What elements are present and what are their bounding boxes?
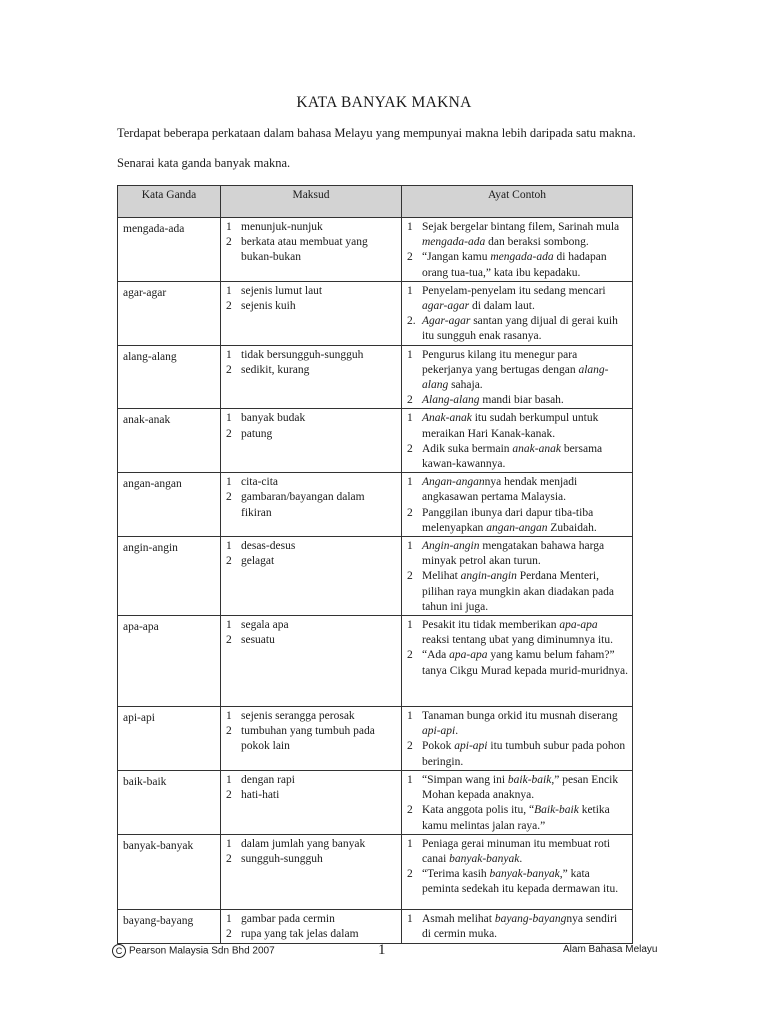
example-number: 1 xyxy=(407,540,413,553)
meaning-number: 1 xyxy=(226,710,232,723)
example-number: 2 xyxy=(407,394,413,407)
meaning-number: 2 xyxy=(226,236,232,249)
meaning-text: sejenis kuih xyxy=(241,300,296,313)
meaning-text: patung xyxy=(241,427,273,440)
meaning-item xyxy=(226,852,397,867)
meaning-number: 2 xyxy=(226,725,232,738)
example-text: Pokok api-api itu tumbuh subur pada pohon beringin. xyxy=(422,740,626,768)
meaning-number: 1 xyxy=(226,348,232,361)
example-number: 1 xyxy=(407,348,413,361)
example-item xyxy=(407,618,628,648)
table-caption: Senarai kata ganda banyak makna. xyxy=(117,156,291,170)
kata-ganda-cell: apa-apa xyxy=(118,616,221,707)
example-cell xyxy=(402,409,633,473)
meaning-text: rupa yang tak jelas dalam xyxy=(241,927,359,940)
example-cell xyxy=(402,281,633,345)
table-header-row xyxy=(118,186,633,218)
example-item xyxy=(407,912,628,942)
meaning-number: 2 xyxy=(226,789,232,802)
meaning-item xyxy=(226,618,397,633)
example-text: Agar-agar santan yang dijual di gerai kuih itu sungguh enak rasanya. xyxy=(422,315,618,343)
example-number: 1 xyxy=(407,837,413,850)
example-number: 1 xyxy=(407,221,413,233)
meaning-text: banyak budak xyxy=(241,412,306,425)
meaning-item xyxy=(226,284,397,299)
meaning-text: segala apa xyxy=(241,619,289,632)
example-cell xyxy=(402,537,633,616)
meaning-item xyxy=(226,475,397,490)
meaning-text: sedikit, kurang xyxy=(241,363,310,376)
example-number: 1 xyxy=(407,284,413,297)
meaning-number: 2 xyxy=(226,852,232,865)
meaning-text: gambaran/bayangan dalam fikiran xyxy=(241,491,365,519)
meaning-text: sungguh-sungguh xyxy=(241,852,323,865)
example-text: Alang-alang mandi biar basah. xyxy=(422,394,564,407)
example-text: “Simpan wang ini baik-baik,” pesan Encik Mohan kepada anaknya. xyxy=(422,773,619,802)
meaning-number: 1 xyxy=(226,837,232,850)
example-text: Melihat angin-angin Perdana Menteri, pilihan raya mungkin akan diadakan pada tahun ini juga. xyxy=(422,570,614,613)
example-item xyxy=(407,648,628,678)
example-number: 1 xyxy=(407,619,413,632)
meaning-item xyxy=(226,363,397,378)
meaning-item xyxy=(226,235,397,265)
example-cell xyxy=(402,345,633,409)
meaning-item xyxy=(226,554,397,569)
meaning-item xyxy=(226,927,397,942)
meaning-item xyxy=(226,490,397,520)
example-cell xyxy=(402,707,633,771)
kata-ganda-cell: alang-alang xyxy=(118,345,221,409)
meaning-number: 2 xyxy=(226,634,232,647)
table-row xyxy=(118,909,633,943)
meaning-text: dengan rapi xyxy=(241,773,295,786)
copyright-text: Pearson Malaysia Sdn Bhd 2007 xyxy=(129,945,275,957)
meaning-number: 1 xyxy=(226,619,232,632)
meaning-number: 1 xyxy=(226,912,232,925)
example-number: 2 xyxy=(407,506,413,519)
table-row xyxy=(118,770,633,834)
example-number: 2 xyxy=(407,868,413,881)
example-number: 2 xyxy=(407,740,413,753)
example-text: Adik suka bermain anak-anak bersama kawan-kawannya. xyxy=(422,442,603,471)
maksud-cell xyxy=(221,909,402,943)
table-row xyxy=(118,834,633,909)
meaning-number: 1 xyxy=(226,284,232,297)
page-number: 1 xyxy=(378,942,386,958)
example-item xyxy=(407,393,628,408)
page-title: KATA BANYAK MAKNA xyxy=(296,94,472,111)
meaning-text: gambar pada cermin xyxy=(241,912,335,925)
meaning-text: tidak bersungguh-sungguh xyxy=(241,348,364,361)
example-number: 1 xyxy=(407,710,413,723)
meaning-item xyxy=(226,299,397,314)
example-number: 1 xyxy=(407,912,413,925)
meaning-item xyxy=(226,427,397,442)
example-cell xyxy=(402,218,633,282)
meaning-item xyxy=(226,709,397,724)
maksud-cell xyxy=(221,834,402,909)
maksud-cell xyxy=(221,770,402,834)
kata-ganda-cell: angin-angin xyxy=(118,537,221,616)
example-cell xyxy=(402,770,633,834)
example-text: Panggilan ibunya dari dapur tiba-tiba melenyapkan angan-angan Zubaidah. xyxy=(422,506,597,534)
meaning-number: 1 xyxy=(226,540,232,553)
example-text: Kata anggota polis itu, “Baik-baik ketika kamu melintas jalan raya.” xyxy=(422,804,610,832)
series-name: Alam Bahasa Melayu xyxy=(563,944,658,955)
example-item xyxy=(407,709,628,739)
meaning-item xyxy=(226,788,397,803)
meaning-number: 2 xyxy=(226,427,232,440)
kata-ganda-cell: api-api xyxy=(118,707,221,771)
meaning-number: 1 xyxy=(226,476,232,489)
header-maksud: Maksud xyxy=(221,186,402,218)
example-text: Anak-anak itu sudah berkumpul untuk meraikan Hari Kanak-kanak. xyxy=(422,412,599,440)
example-item xyxy=(407,539,628,569)
example-text: “Jangan kamu mengada-ada di hadapan orang tua-tua,” kata ibu kepadaku. xyxy=(422,251,607,279)
example-item xyxy=(407,867,628,897)
example-text: Tanaman bunga orkid itu musnah diserang api-api. xyxy=(422,710,618,738)
example-item xyxy=(407,220,628,250)
meaning-text: tumbuhan yang tumbuh pada pokok lain xyxy=(241,725,375,753)
meaning-number: 1 xyxy=(226,773,232,786)
kata-ganda-cell: anak-anak xyxy=(118,409,221,473)
example-text: Pesakit itu tidak memberikan apa-apa reaksi tentang ubat yang diminumnya itu. xyxy=(422,619,613,647)
meaning-item xyxy=(226,724,397,754)
maksud-cell xyxy=(221,473,402,537)
meaning-item xyxy=(226,220,397,235)
example-number: 2 xyxy=(407,649,413,662)
meaning-number: 1 xyxy=(226,412,232,425)
header-ayat-contoh: Ayat Contoh xyxy=(402,186,633,218)
meaning-item xyxy=(226,411,397,426)
table-row xyxy=(118,281,633,345)
example-item xyxy=(407,803,628,833)
example-text: Angin-angin mengatakan bahawa harga minyak petrol akan turun. xyxy=(422,540,605,568)
example-number: 1 xyxy=(407,773,413,786)
maksud-cell xyxy=(221,616,402,707)
example-number: 1 xyxy=(407,412,413,425)
table-row xyxy=(118,473,633,537)
kata-ganda-cell: angan-angan xyxy=(118,473,221,537)
meaning-text: gelagat xyxy=(241,555,275,568)
table-row xyxy=(118,616,633,707)
table-body xyxy=(118,218,633,944)
copyright-icon: C xyxy=(112,944,126,958)
meaning-item xyxy=(226,539,397,554)
example-item xyxy=(407,411,628,441)
kata-ganda-cell: bayang-bayang xyxy=(118,909,221,943)
table-row xyxy=(118,345,633,409)
maksud-cell xyxy=(221,537,402,616)
kata-ganda-cell: mengada-ada xyxy=(118,218,221,282)
example-item xyxy=(407,348,628,394)
example-text: Penyelam-penyelam itu sedang mencari agar-agar di dalam laut. xyxy=(422,284,606,313)
table-row xyxy=(118,707,633,771)
example-cell xyxy=(402,909,633,943)
example-item xyxy=(407,284,628,314)
kata-ganda-cell: baik-baik xyxy=(118,770,221,834)
maksud-cell xyxy=(221,218,402,282)
maksud-cell xyxy=(221,707,402,771)
meaning-number: 2 xyxy=(226,555,232,568)
meaning-text: sejenis lumut laut xyxy=(241,284,323,297)
maksud-cell xyxy=(221,409,402,473)
meaning-item xyxy=(226,837,397,852)
example-item xyxy=(407,250,628,280)
example-item xyxy=(407,837,628,867)
meaning-item xyxy=(226,773,397,788)
meaning-text: menunjuk-nunjuk xyxy=(241,221,323,233)
meaning-text: sejenis serangga perosak xyxy=(241,710,355,723)
example-item xyxy=(407,506,628,536)
meaning-number: 2 xyxy=(226,927,232,940)
example-text: Angan-angannya hendak menjadi angkasawan pertama Malaysia. xyxy=(422,476,578,504)
example-number: 2 xyxy=(407,570,413,583)
meaning-number: 2 xyxy=(226,491,232,504)
intro-paragraph: Terdapat beberapa perkataan dalam bahasa Melayu yang mempunyai makna lebih daripada satu makna. xyxy=(117,126,636,140)
meaning-text: hati-hati xyxy=(241,789,280,802)
kata-ganda-table xyxy=(117,185,633,944)
meaning-number: 2 xyxy=(226,363,232,376)
table-row xyxy=(118,537,633,616)
meaning-text: dalam jumlah yang banyak xyxy=(241,837,366,850)
example-text: “Terima kasih banyak-banyak,” kata peminta sedekah itu kepada dermawan itu. xyxy=(422,868,619,896)
example-item xyxy=(407,475,628,505)
example-item xyxy=(407,569,628,615)
example-number: 1 xyxy=(407,476,413,489)
example-text: Asmah melihat bayang-bayangnya sendiri di cermin muka. xyxy=(422,912,618,940)
example-text: Sejak bergelar bintang filem, Sarinah mula mengada-ada dan beraksi sombong. xyxy=(422,221,620,249)
meaning-item xyxy=(226,912,397,927)
example-text: “Ada apa-apa yang kamu belum faham?” tanya Cikgu Murad kepada murid-muridnya. xyxy=(422,649,628,677)
header-kata-ganda: Kata Ganda xyxy=(118,186,221,218)
example-text: Pengurus kilang itu menegur para pekerjanya yang bertugas dengan alang-alang sahaja. xyxy=(422,348,609,392)
meaning-text: cita-cita xyxy=(241,476,279,489)
kata-ganda-cell: agar-agar xyxy=(118,281,221,345)
kata-ganda-cell: banyak-banyak xyxy=(118,834,221,909)
meaning-item xyxy=(226,633,397,648)
example-item xyxy=(407,739,628,769)
meaning-number: 2 xyxy=(226,300,232,313)
meaning-text: desas-desus xyxy=(241,540,296,553)
copyright-notice xyxy=(112,944,275,958)
example-cell xyxy=(402,473,633,537)
meaning-item xyxy=(226,348,397,363)
table-row xyxy=(118,218,633,282)
example-text: Peniaga gerai minuman itu membuat roti canai banyak-banyak. xyxy=(422,837,611,865)
example-number: 2. xyxy=(407,315,416,328)
example-item xyxy=(407,773,628,803)
meaning-number: 1 xyxy=(226,221,232,233)
meaning-text: sesuatu xyxy=(241,634,275,647)
example-number: 2 xyxy=(407,442,413,455)
meaning-text: berkata atau membuat yang bukan-bukan xyxy=(241,236,368,264)
example-cell xyxy=(402,834,633,909)
example-item xyxy=(407,442,628,472)
example-number: 2 xyxy=(407,804,413,817)
maksud-cell xyxy=(221,281,402,345)
example-cell xyxy=(402,616,633,707)
maksud-cell xyxy=(221,345,402,409)
example-item xyxy=(407,314,628,344)
example-number: 2 xyxy=(407,251,413,264)
table-row xyxy=(118,409,633,473)
